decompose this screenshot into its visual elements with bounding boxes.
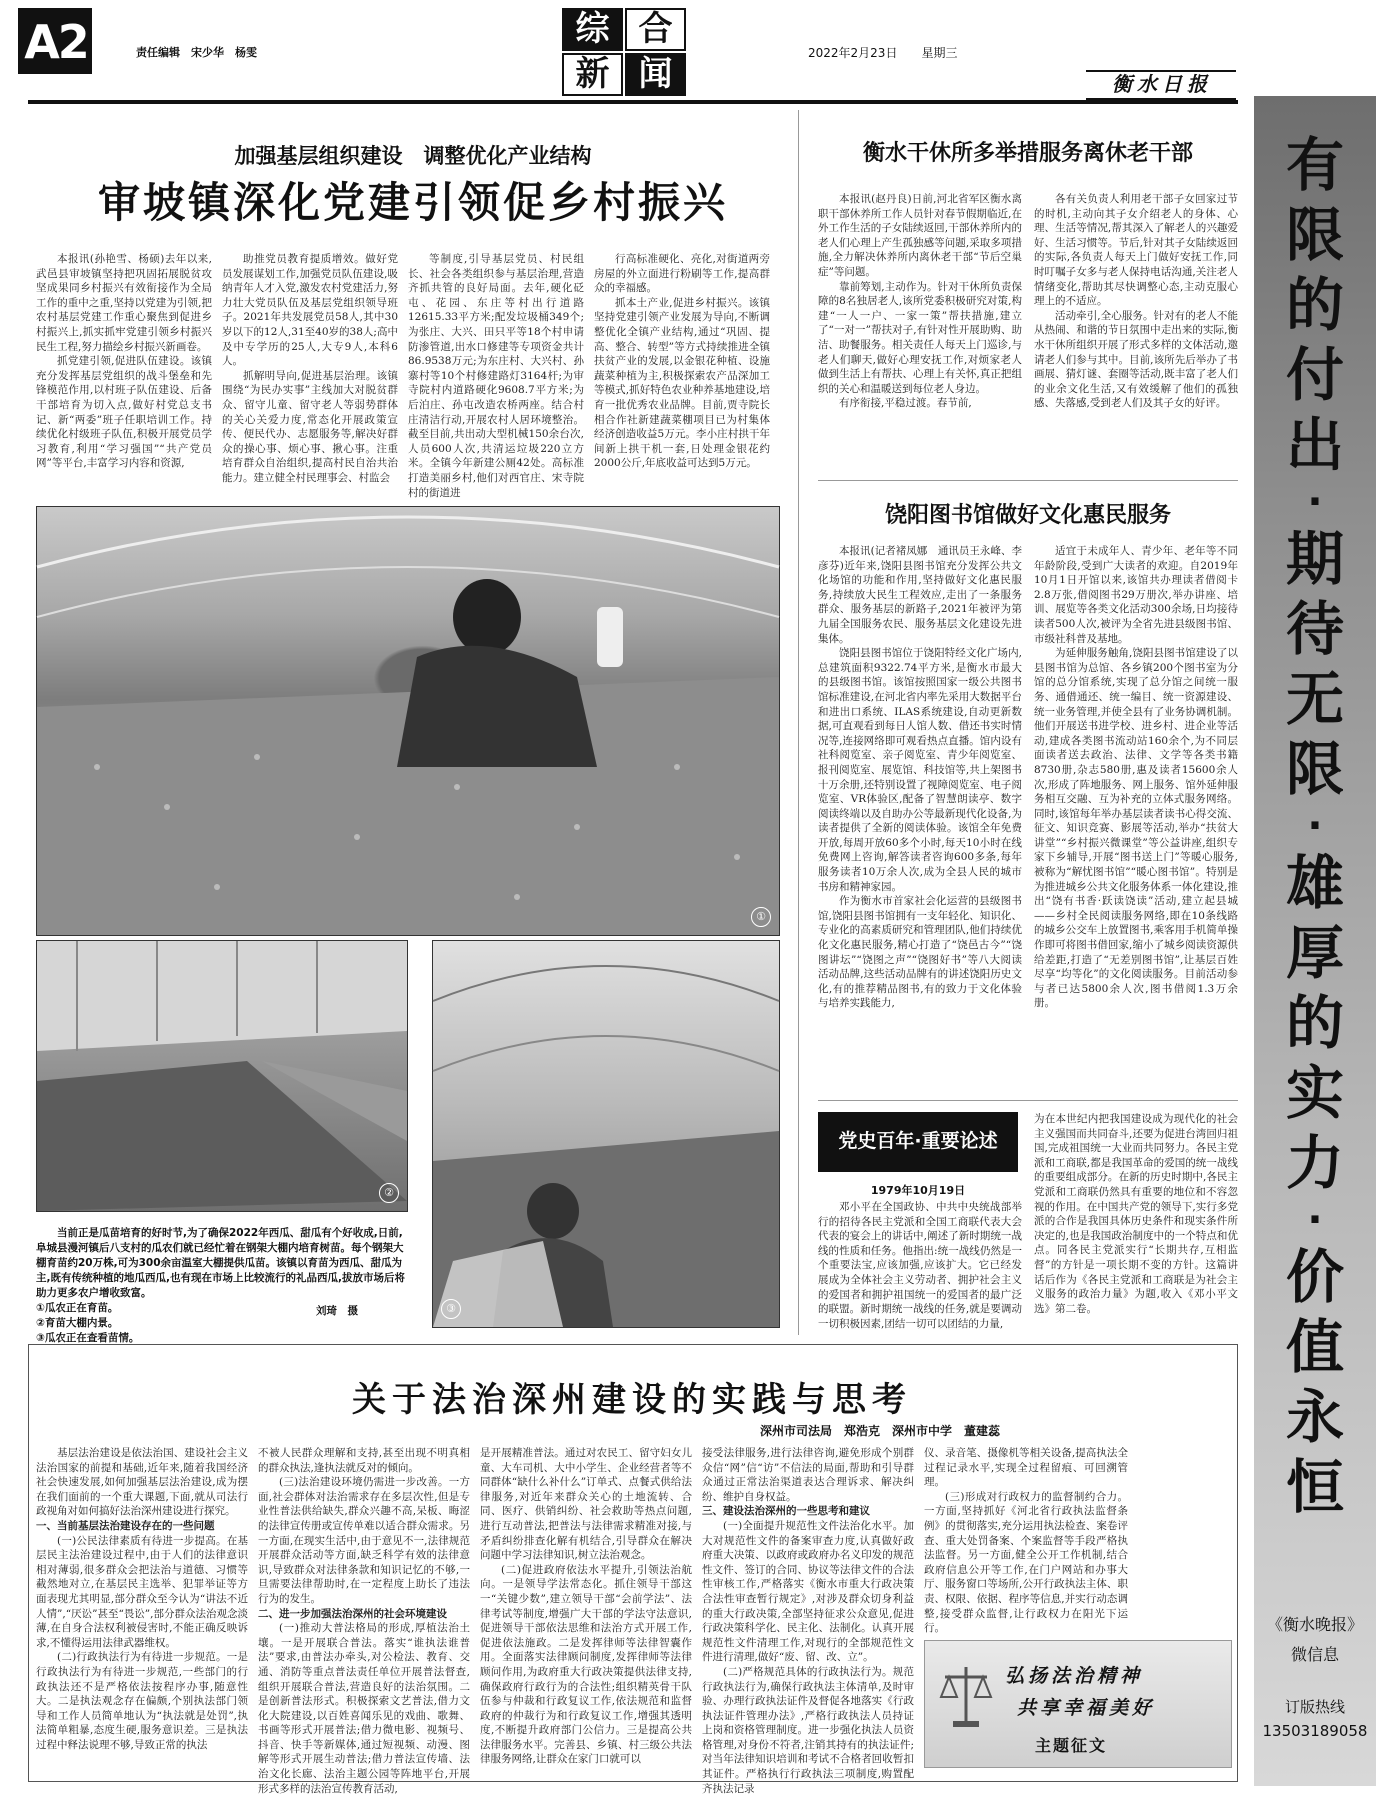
section-char: 闻	[625, 53, 686, 96]
photo-caption	[36, 1226, 406, 1346]
photo-badge: ③	[441, 1299, 461, 1319]
paragraph: 适宜于未成年人、青少年、老年等不同年龄阶段,受到广大读者的欢迎。自2019年10月1日开馆以来,该馆共办理读者借阅卡2.8万张,借阅图书29万册次,举办讲座、培训、展览等各类文化活动300余场,日均接待读者500人次,被评为全省先进县级图书馆、市级社科普及基地。	[1034, 545, 1238, 645]
slogan-char: 无	[1285, 665, 1344, 733]
article4-col	[818, 1200, 1022, 1330]
slogan-char: 雄	[1285, 849, 1344, 917]
section-char: 合	[625, 8, 686, 51]
sidebar-slogan	[1254, 130, 1376, 1550]
article2-title: 衡水干休所多举措服务离休老干部	[862, 141, 1193, 166]
slogan-char: 期	[1285, 525, 1344, 593]
paragraph: 不被人民群众理解和支持,甚至出现不明真相的群众执法,逢执法就反对的倾向。	[258, 1447, 470, 1474]
slogan-char: 限	[1285, 735, 1344, 803]
paragraph: 接受法律服务,进行法律咨询,避免形成个别群众信“网”信“访”不信法的局面,帮助和引导群众通过正常法治渠道表达合理诉求、解决纠纷、维护自身权益。	[702, 1447, 914, 1503]
section-heading: 三、建设法治深州的一些思考和建议	[702, 1505, 870, 1518]
sidebar-hotline[interactable]: 13503189058	[1262, 1722, 1368, 1740]
slogan-char: 的	[1285, 271, 1344, 339]
article3-col	[1034, 544, 1238, 1092]
paragraph: 靠前筹划,主动作为。针对干休所负责保障的8名独居老人,该所党委积极研究对策,构建“一人一户、一家一策”帮扶措施,建立了“一对一”帮扶对子,有针对性开展助购、助洁、助餐服务。相关责任人每天上门巡诊,与老人们聊天,做好心理安抚工作,对烦家老人做到生活上有帮扶、心理上有关怀,真正把组织的关心和温暖送到每位老人身边。	[818, 280, 1022, 395]
photo-nursery	[36, 940, 408, 1212]
paragraph: 抓党建引领,促进队伍建设。该镇充分发挥基层党组织的战斗堡垒和先锋模范作用,以村班子队伍建设、后备干部培育为切入点,做好村党总支书记、新“两委”班子任职培训工作。持续优化村级班子队伍,积极开展党员学习教育,利用“学习强国”“共产党员网”等平台,丰富学习内容和资源,	[36, 355, 212, 470]
greenhouse-illustration	[37, 507, 779, 935]
nursery-illustration	[37, 941, 407, 1211]
slogan-char: 厚	[1285, 919, 1344, 987]
article-divider	[818, 1100, 1238, 1101]
section-char: 新	[562, 53, 623, 96]
article4-date: 1979年10月19日	[870, 1184, 966, 1197]
paragraph: 等制度,引导基层党员、村民组长、社会各类组织参与基层治理,营造齐抓共管的良好局面。去年,硬化砭屯、花园、东庄等村出行道路12615.33平方米;配发垃圾桶349个;为张庄、大兴、田只平等18个村申请防渗管道,出水口修建等专项资金共计86.9538万元;为东庄村、大兴村、孙寨村等10个村修建路灯3164杆;为审寺院村内道路硬化9608.7平方米;为后泊庄、孙屯改造农桥两座。结合村庄清洁行动,开展农村人居环境整治。截至目前,共出动大型机械150余台次,人员600人次,共清运垃圾220立方米。全镇今年新建公厕42处。高标准打造美丽乡村,他们对西官庄、宋寺院村的街道进	[408, 253, 584, 499]
paragraph: 本报讯(孙艳雪、杨硕)去年以来,武邑县审坡镇坚持把巩固拓展脱贫攻坚成果同乡村振兴有效衔接作为全局工作的重中之重,坚持以党建为引领,把农村基层党建工作重心聚焦到促进乡村振兴上,抓实抓牢党建引领乡村振兴民生工程,努力描绘乡村振兴新画卷。	[36, 253, 212, 353]
slogan-char: 的	[1285, 989, 1344, 1057]
photo-badge: ②	[379, 1183, 399, 1203]
paragraph: 是开展精准普法。通过对农民工、留守妇女儿童、大车司机、大中小学生、企业经营者等不同群体“缺什么补什么”订单式、点餐式供给法律服务,对近年来群众关心的土地流转、合同、医疗、供销纠纷、社会救助等热点问题,进行互动普法,把普法与法律需求精准对接,与矛盾纠纷排查化解有机结合,引导群众在解决问题中学习法律知识,树立法治观念。	[480, 1447, 692, 1562]
paragraph: 作为衡水市首家社会化运营的县级图书馆,饶阳县图书馆拥有一支年轻化、知识化、专业化的高素质研究和管理团队,他们持续优化文化惠民服务,精心打造了“饶邑古今”“饶图讲坛”“饶图之声”“饶图好书”等八大阅读活动品牌,这些活动品牌有的讲述饶阳历史文化,有的推荐精品图书,有的致力于文化体验与培养实践能力,	[818, 895, 1022, 1010]
slogan-char: 出	[1285, 411, 1344, 479]
slogan-char: 值	[1285, 1313, 1344, 1381]
article4-title: 党史百年·重要论述	[838, 1130, 998, 1152]
slogan-char: ·	[1307, 479, 1323, 525]
section-char: 综	[562, 8, 623, 51]
slogan-char: 实	[1285, 1059, 1344, 1127]
sidebar-brand: 《衡水晚报》	[1266, 1615, 1363, 1634]
article5-title: 关于法治深州建设的实践与思考	[352, 1380, 912, 1420]
section-heading: 一、当前基层法治建设存在的一些问题	[36, 1519, 215, 1532]
ad-label: 主题征文	[1035, 1736, 1108, 1755]
article3-title: 饶阳图书馆做好文化惠民服务	[884, 503, 1171, 528]
article4-col	[1034, 1112, 1238, 1330]
article5-authors: 深州市司法局 郑浩克 深州市中学 董建蕊	[759, 1424, 1000, 1438]
article5-col	[36, 1446, 248, 1772]
paragraph: 为延伸服务触角,饶阳县图书馆建设了以县图书馆为总馆、各乡镇200个图书室为分馆的总分馆系统,实现了总分馆之间统一服务、通借通还、统一编目、统一资源建设、统一业务管理,并使全县有了业务协调机制。他们开展送书进学校、进乡村、进企业等活动,建成各类图书流动站160余个,为不同层面读者送去政治、法律、文学等各类书籍8730册,杂志580册,惠及读者15600余人次,形成了阵地服务、网上服务、馆外延伸服务相互交融、互为补充的立体式服务网络。同时,该馆每年举办基层读者读书心得交流、征文、知识竞赛、影展等活动,举办“扶贫大讲堂”“乡村振兴微课堂”等公益讲座,组织专家下乡辅导,开展“图书送上门”等暖心服务,被称为“解忧图书馆”“暖心图书馆”。特别是为推进城乡公共文化服务体系一体化建设,推出“饶有书香·跃读饶读”活动,建立起县城——乡村全民阅读服务网络,即在10条线路的城乡公交车上放置图书,乘客用手机简单操作即可将图书借回家,缩小了城乡阅读资源供给差距,打造了“无差别图书馆”,让基层百姓尽享“均等化”的文化阅读服务。目前活动参与者已达5800余人次,图书借阅1.3万余册。	[1034, 647, 1238, 1010]
caption-item: ③瓜农正在查看苗情。	[36, 1332, 140, 1344]
paragraph: 抓本土产业,促进乡村振兴。该镇坚持党建引领产业发展为导向,不断调整优化全镇产业结构,通过“巩固、提高、整合、转型”等方式持续推进全镇扶贫产业的发展,以金银花种植、设施蔬菜种植为主,积极探索农产品深加工等模式,抓好特色农业种养基地建设,培育一批优秀农业品牌。目前,贾寺院长相合作社新建蔬菜棚项目已为村集体经济创造收益5万元。李小庄村拱干年间新上拱干机一套,日处理金银花约2000公斤,年底收益可达到5万元。	[594, 296, 770, 470]
paragraph: (三)法治建设环境仍需进一步改善。一方面,社会群体对法治需求存在多层次性,但是专业性普法供给缺失,群众兴趣不高,呆板、晦涩的法律宣传册或宣传单难以适合群众需求。另一方面,在现实生活中,由于意见不一,法律规范开展群众活动等方面,缺乏科学有效的法律意识,导致群众对法律条款和知识记忆的不够,一旦需要法律帮助时,在一定程度上助长了违法行为的发生。	[258, 1476, 470, 1605]
paragraph: 活动牵引,全心服务。针对有的老人不能从热闹、和谐的节日氛围中走出来的实际,衡水干休所组织开展了形式多样的文体活动,邀请老人们参与其中。目前,该所先后举办了书画展、猜灯谜、套圈等活动,既丰富了老人们的业余文化生活,又有效缓解了他们的孤独感、失落感,受到老人们及其子女的好评。	[1034, 309, 1238, 410]
slogan-char: 付	[1285, 341, 1344, 409]
paragraph: 抓解明导向,促进基层治理。该镇围绕“为民办实事”主线加大对脱贫群众、留守儿童、留守老人等弱势群体的关心关爱力度,常态化开展政策宣传、便民代办、志愿服务等,解决好群众的操心事、烦心事、揪心事。注重培育群众自治组织,提高村民自治共治能力。建立健全村民理事会、村监会	[222, 369, 398, 484]
ad-slogan-top: 弘扬法治精神	[1005, 1665, 1144, 1687]
sidebar-hotline-label: 订版热线	[1284, 1698, 1345, 1716]
paragraph: (二)促进政府依法水平提升,引领法治航向。一是领导学法常态化。抓住领导干部这一“关键少数”,建立领导干部“会前学法”、法律考试等制度,增强广大干部的学法守法意识,促进领导干部依法思维和法治方式开展工作,促进依法施政。二是发挥律师等法律智囊作用。全面落实法律顾问制度,发挥律师等法律顾问作用,为政府重大行政决策提供法律支持,确保政府行政行为的合法性;组织精英骨干队伍参与仲裁和行政复议工作,依法规范和监督政府的仲裁行为和行政复议工作,增强其透明度,不断提升政府部门公信力。三是提高公共法律服务水平。完善县、乡镇、村三级公共法律服务网络,让群众在家门口就可以	[480, 1563, 692, 1766]
paragraph: 仪、录音笔、摄像机等相关设备,提高执法全过程记录水平,实现全过程留痕、可回溯管理。	[924, 1447, 1128, 1489]
scales-of-justice-icon	[939, 1661, 993, 1731]
article2-col	[818, 192, 1022, 470]
photo-main	[36, 506, 780, 936]
article1-col	[36, 252, 212, 470]
paragraph: 邓小平在全国政协、中共中央统战部举行的招待各民主党派和全国工商联代表大会代表的宴会上的讲话中,阐述了新时期统一战线的性质和任务。他指出:统一战线仍然是一个重要法宝,应该加强,应该扩大。它已经发展成为全体社会主义劳动者、拥护社会主义的爱国者和拥护祖国统一的爱国者的最广泛的联盟。新时期统一战线的任务,就是要调动一切积极因素,团结一切可以团结的力量,	[818, 1201, 1022, 1330]
article1-title: 审坡镇深化党建引领促乡村振兴	[97, 178, 728, 227]
editors: 责任编辑 宋少华 杨雯	[136, 46, 257, 59]
slogan-char: 有	[1285, 131, 1344, 199]
article1-col	[594, 252, 770, 470]
article1-col	[408, 252, 584, 499]
slogan-char: ·	[1307, 803, 1323, 849]
masthead-rule	[28, 100, 1238, 104]
paragraph: 助推党员教育提质增效。做好党员发展谋划工作,加强党员队伍建设,吸纳青年人才入党,激发农村党建活力,努力壮大党员队伍及基层党组织领导班子。2021年共发展党员58人,其中30岁以下的12人,31至40岁的38人;高中及中专学历的25人,大专9人,本科6人。	[222, 253, 398, 368]
article2-col	[1034, 192, 1238, 470]
paragraph: (一)推动大普法格局的形成,厚植法治土壤。一是开展联合普法。落实“谁执法谁普法”要求,由普法办牵头,对公检法、教育、交通、消防等重点普法责任单位开展普法督查,组织开展联合普法,营造良好的法治氛围。二是创新普法形式。积极探索文艺普法,借力文化大院建设,以百姓喜闻乐见的戏曲、歌舞、书画等形式开展普法;借力微电影、视频号、抖音、快手等新媒体,通过短视频、动漫、图解等形式开展生动普法;借力普法宣传墙、法治文化长廊、法治主题公园等阵地平台,开展形式多样的法治宣传教育活动,	[258, 1622, 470, 1795]
article5-col	[480, 1446, 692, 1772]
photo-credit: 刘琦 摄	[316, 1305, 358, 1317]
paragraph: 基层法治建设是依法治国、建设社会主义法治国家的前提和基础,近年来,随着我国经济社会快速发展,如何加强基层法治建设,成为摆在我们面前的一个重大课题,下面,就从司法行政视角对如何搞好法治深州建设进行探究。	[36, 1447, 248, 1518]
slogan-char: 力	[1285, 1129, 1344, 1197]
caption-text: 当前正是瓜苗培育的好时节,为了确保2022年西瓜、甜瓜有个好收成,日前,阜城县漫河镇后八支村的瓜农们就已经忙着在钢架大棚内培育树苗。每个钢架大棚育苗约20万株,可为300余亩温室大棚提供瓜苗。该镇以育苗为西瓜、甜瓜为主,既有传统种植的地瓜西瓜,也有现在市场上比较流行的礼品西瓜,拔放市场后将助力更多农户增收致富。	[36, 1227, 405, 1299]
paragraph: 各有关负责人利用老干部子女回家过节的时机,主动向其子女介绍老人的身体、心理、生活等情况,帮其深入了解老人的兴趣爱好、生活习惯等。节后,针对其子女陆续返回的实际,各负责人每天上门做好安抚工作,同时叮嘱子女多与老人保持电话沟通,关注老人情绪变化,帮助其尽快调整心态,主动克服心理上的不适应。	[1034, 193, 1238, 308]
slogan-char: 恒	[1285, 1453, 1344, 1521]
section-heading: 二、进一步加强法治深州的社会环境建设	[258, 1607, 447, 1620]
slogan-char: ·	[1307, 1197, 1323, 1243]
column-divider	[798, 110, 799, 1335]
paragraph: 饶阳县图书馆位于饶阳特经文化广场内,总建筑面积9322.74平方米,是衡水市最大的县级图书馆。该馆按照国家一级公共图书馆标准建设,在河北省内率先采用大数据平台和进出口系统、ILAS系统建设,自动更新数据,可直观看到每日人馆人数、借还书实时情况等,连接网络即可观看热点直播。馆内设有社科阅览室、亲子阅览室、青少年阅览室、报刊阅览室、展览馆、科技馆等,共上架图书十万余册,还特别设置了视障阅览室、电子阅览室、VR体验区,配备了智慧朗读亭、数字阅读终端以及自助办公等最新现代化设备,为读者提供了全新的阅读体验。该馆全年免费开放,每周开放60多个小时,每天10小时在线免费网上咨询,解答读者咨询600多条,每年服务读者10万余人次,成为全县人民的城市书房和精神家园。	[818, 647, 1022, 893]
slogan-char: 价	[1285, 1243, 1344, 1311]
article5-col	[702, 1446, 914, 1795]
paragraph: (二)严格规范具体的行政执法行为。规范行政执法行为,确保行政执法主体清单,及时审验、办理行政执法证件及督促各地落实《行政执法证件管理办法》,严格行政执法人员持证上岗和资格管理制度。进一步强化执法人员资格管理,对身份不符者,注销其持有的执法证件;对当年法律知识培训和考试不合格者回收暂扣其证件。严格执行行政执法三项制度,购置配齐执法记录	[702, 1665, 914, 1795]
article1-col	[222, 252, 398, 484]
paragraph: 本报讯(记者褚凤娜 通讯员王永峰、李彦芬)近年来,饶阳县图书馆充分发挥公共文化场馆的功能和作用,坚持做好文化惠民服务,持续放大民生工程效应,走出了一条服务群众、服务基层的新路子,2021年被评为第九届全国服务农民、服务基层文化建设先进集体。	[818, 545, 1022, 645]
photo-badge: ①	[751, 907, 771, 927]
section-logo	[562, 8, 686, 96]
paragraph: 本报讯(赵丹良)日前,河北省军区衡水离职干部休养所工作人员针对春节假期临近,在外工作生活的子女陆续返回,干部休养所内的老人们心理上产生孤独感等问题,采取多项措施,全力解决休养所内离休老干部“节后空巢症”等问题。	[818, 193, 1022, 278]
article5-col	[924, 1446, 1128, 1635]
paragraph: 有序衔接,平稳过渡。春节前,	[839, 397, 972, 410]
slogan-char: 待	[1285, 595, 1344, 663]
paper-name: 衡水日报	[1112, 72, 1212, 96]
caption-item: ①瓜农正在育苗。	[36, 1302, 119, 1314]
slogan-char: 永	[1285, 1383, 1344, 1451]
inspection-illustration	[433, 941, 779, 1327]
article3-col	[818, 544, 1022, 1092]
photo-inspection	[432, 940, 780, 1328]
essay-contest-ad[interactable]	[924, 1640, 1232, 1768]
paragraph: 为在本世纪内把我国建设成为现代化的社会主义强国而共同奋斗,还要为促进台湾回归祖国,完成祖国统一大业而共同努力。各民主党派和工商联,都是我国革命的爱国的统一战线的重要组成部分。在新的历史时期中,各民主党派和工商联仍然具有重要的地位和不容忽视的作用。在中国共产党的领导下,实行多党派的合作是我国具体历史条件和现实条件所决定的,也是我国政治制度中的一个特点和优点。同各民主党派实行“长期共存,互相监督”的方针是一项长期不变的方针。这篇讲话后作为《各民主党派和工商联是为社会主义服务的政治力量》为题,收入《邓小平文选》第二卷。	[1034, 1113, 1238, 1315]
page-code: A2	[24, 15, 88, 69]
ad-slogan-bottom: 共享幸福美好	[1017, 1697, 1156, 1719]
paragraph: (三)形成对行政权力的监督制约合力。一方面,坚持抓好《河北省行政执法监督条例》的贯彻落实,充分运用执法检查、案卷评查、重大处罚备案、个案监督等手段严格执法监督。另一方面,健全公开工作机制,结合政府信息公开等工作,在门户网站和办事大厅、服务窗口等场所,公开行政执法主体、职责、权限、依据、程序等信息,并实行动态调整,接受群众监督,让行政权力在阳光下运行。	[924, 1490, 1128, 1635]
issue-date: 2022年2月23日 星期三	[808, 46, 958, 60]
paragraph: (一)公民法律素质有待进一步提高。在基层民主法治建设过程中,由于人们的法律意识相对薄弱,很多群众会把法治与道德、习惯等截然地对立,在基层民主选举、犯罪举证等方面表现尤其明显,部分群众至今认为“讲法不近人情”,“厌讼”甚至“畏讼”,部分群众法治观念淡薄,在自身合法权利被侵害时,不能正确反映诉求,不懂得运用法律武器维权。	[36, 1534, 249, 1649]
slogan-char: 限	[1285, 201, 1344, 269]
paragraph: (一)全面提升规范性文件法治化水平。加大对规范性文件的备案审查力度,认真做好政府重大决策、以政府或政府办名义印发的规范性文件、签订的合同、协议等法律文件的合法性审核工作,严格落实《衡水市重大行政决策合法性审查暂行规定》,对涉及群众切身利益的重大行政决策,全部坚持征求公众意见,促进行政决策科学化、民主化、法制化。认真开展规范性文件清理工作,对现行的全部规范性文件进行清理,做好“废、留、改、立”。	[702, 1519, 914, 1664]
article1-kicker: 加强基层组织建设 调整优化产业结构	[234, 143, 592, 168]
article5-col	[258, 1446, 470, 1795]
paragraph: (二)行政执法行为有待进一步规范。一是行政执法行为有待进一步规范,一些部门的行政执法还不是严格依法按程序办事,随意性大。二是执法观念存在偏颇,个别执法部门领导和工作人员简单地认为“执法就是处罚”,执法简单粗暴,态度生硬,服务意识差。三是执法过程中释法说理不够,导致正常的执法	[36, 1651, 248, 1751]
article-divider	[818, 480, 1238, 481]
sidebar-brand-sub: 微信息	[1290, 1645, 1339, 1664]
paragraph: 行高标准硬化、亮化,对街道两旁房屋的外立面进行粉刷等工作,提高群众的幸福感。	[594, 253, 770, 295]
caption-item: ②育苗大棚内景。	[36, 1317, 119, 1329]
